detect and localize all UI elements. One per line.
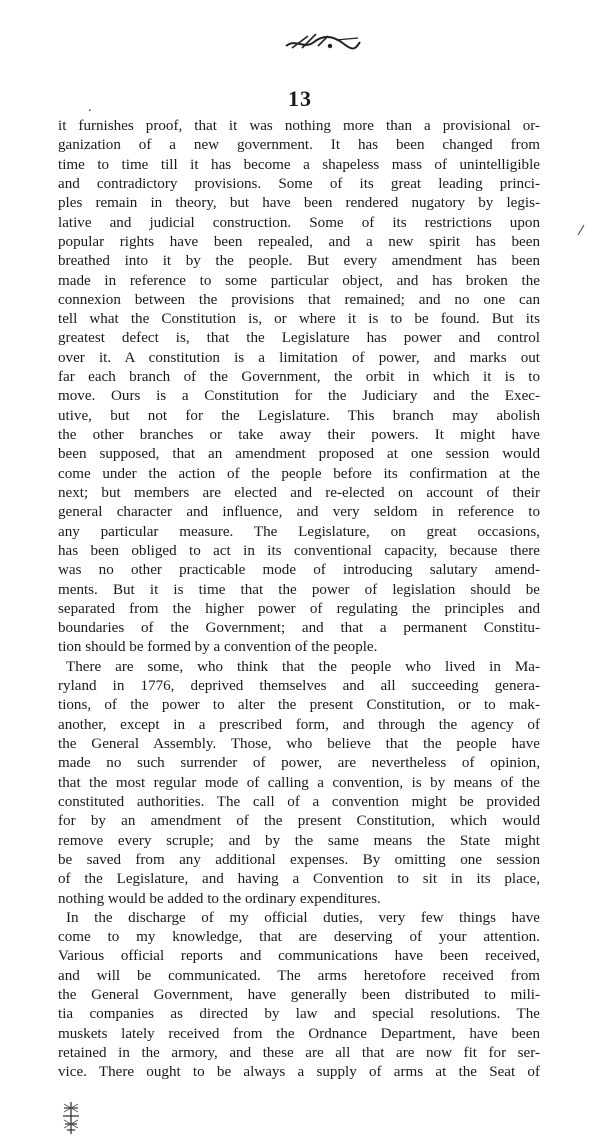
margin-mark-icon [576,224,586,236]
text-line: far each branch of the Government, the orbit in which it is to [58,369,540,386]
stray-mark: . [88,100,92,115]
text-line: separated from the higher power of regulating the principles and [58,600,540,617]
text-line: vice. There ought to be always a supply of arms at the Seat of [58,1064,540,1081]
text-line: over it. A constitution is a limitation of power, and marks out [58,349,540,366]
body-text [58,117,540,1083]
text-line: tia companies as directed by law and special resolutions. The [58,1006,540,1023]
text-line: There are some, who think that the people who lived in Ma- [66,658,540,675]
text-line: tion should be formed by a convention of the people. [58,639,378,656]
text-line: boundaries of the Government; and that a permanent Constitu- [58,620,540,637]
page-number: 13 [288,86,312,111]
text-line: it furnishes proof, that it was nothing more than a provisional or- [58,118,540,134]
text-line: breathed into it by the people. But every amendment has been [58,253,540,270]
text-line: tions, of the power to alter the present Constitution, or to mak- [58,697,540,714]
text-line: next; but members are elected and re-elected on account of their [58,484,540,501]
text-line: another, except in a prescribed form, and through the agency of [58,716,540,733]
text-line: muskets lately received from the Ordnance Department, have been [58,1025,540,1042]
text-line: made no such surrender of power, are nevertheless of opinion, [58,755,540,772]
text-line: ganization of a new government. It has been changed from [58,137,540,154]
printer-ornament-icon [282,28,362,54]
text-line: remove every scruple; and by the same means the State might [58,832,540,849]
text-line: has been obliged to act in its conventional capacity, because there [58,542,540,559]
text-line: the General Government, have generally been distributed to mili- [58,987,540,1004]
text-line: retained in the armory, and these are all that are now fit for ser- [58,1045,540,1061]
text-line: In the discharge of my official duties, very few things have [66,909,540,926]
text-line: was no other practicable mode of introducing salutary amend- [58,562,540,579]
text-line: connexion between the provisions that remained; and no one can [58,291,540,308]
text-line: nothing would be added to the ordinary expenditures. [58,890,381,907]
text-line: greatest defect is, that the Legislature has power and control [58,330,540,347]
text-line: ryland in 1776, deprived themselves and all succeeding genera- [58,678,540,695]
text-line: come to my knowledge, that are deserving of your attention. [58,929,540,946]
text-line: and contradictory provisions. Some of its great leading princi- [58,175,540,192]
text-line: the General Assembly. Those, who believe that the people have [58,736,540,752]
text-line: been supposed, that an amendment proposed at one session would [58,446,540,463]
text-line: that the most regular mode of calling a convention, is by means of the [58,774,540,791]
printer-flourish-icon [60,1100,82,1136]
text-line: for by an amendment of the present Constitution, which would [58,813,540,830]
text-line: and will be communicated. The arms heretofore received from [58,967,540,984]
text-line: general character and influence, and very seldom in reference to [58,504,540,521]
text-line: popular rights have been repealed, and a new spirit has been [58,233,540,250]
text-line: ments. But it is time that the power of legislation should be [58,581,540,598]
text-line: lative and judicial construction. Some of its restrictions upon [58,214,540,231]
text-line: be saved from any additional expenses. By omitting one session [58,851,540,868]
text-line: any particular measure. The Legislature, on great occasions, [58,523,540,540]
text-line: come under the action of the people before its confirmation at the [58,465,540,482]
text-line: of the Legislature, and having a Convention to sit in its place, [58,871,540,888]
text-line: tell what the Constitution is, or where it is to be found. But its [58,311,540,328]
text-line: ples remain in theory, but have been rendered nugatory by legis- [58,195,540,212]
text-line: constituted authorities. The call of a convention might be provided [58,793,540,810]
text-line: time to time till it has become a shapeless mass of unintelligible [58,156,540,173]
text-line: the other branches or take away their powers. It might have [58,427,540,443]
text-line: utive, but not for the Legislature. This branch may abolish [58,407,540,424]
text-line: Various official reports and communications have been received, [58,948,540,965]
text-line: made in reference to some particular object, and has broken the [58,272,540,289]
text-line: move. Ours is a Constitution for the Judiciary and the Exec- [58,388,540,405]
